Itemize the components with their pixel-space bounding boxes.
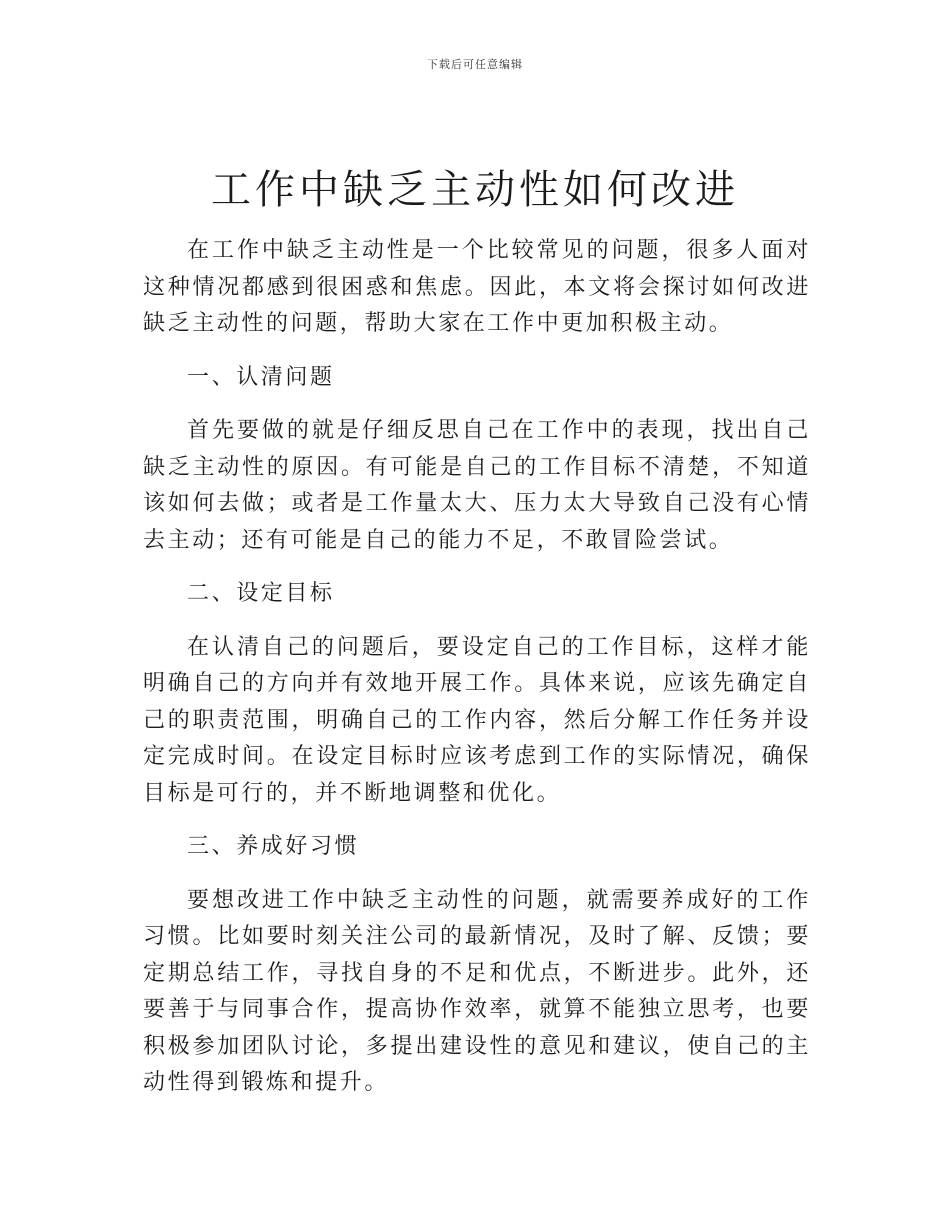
document-title: 工作中缺乏主动性如何改进 xyxy=(211,167,739,213)
section-body-3: 要想改进工作中缺乏主动性的问题，就需要养成好的工作习惯。比如要时刻关注公司的最新情况，及时了解、反馈；要定期总结工作，寻找自身的不足和优点，不断进步。此外，还要善于与同事合作，提高协作效率，就算不能独立思考，也要积极参加团队讨论，多提出建设性的意见和建议，使自己的主动性得到锻炼和提升。 xyxy=(143,887,811,1095)
intro-paragraph: 在工作中缺乏主动性是一个比较常见的问题，很多人面对这种情况都感到很困惑和焦虑。因此，本文将会探讨如何改进缺乏主动性的问题，帮助大家在工作中更加积极主动。 xyxy=(143,238,811,336)
section-heading-2: 二、设定目标 xyxy=(187,581,335,606)
section-body-2: 在认清自己的问题后，要设定自己的工作目标，这样才能明确自己的方向并有效地开展工作。具体来说，应该先确定自己的职责范围，明确自己的工作内容，然后分解工作任务并设定完成时间。在设定目标时应该考虑到工作的实际情况，确保目标是可行的，并不断地调整和优化。 xyxy=(143,634,811,806)
document-body xyxy=(143,233,811,1102)
section-body-1: 首先要做的就是仔细反思自己在工作中的表现，找出自己缺乏主动性的原因。有可能是自己的工作目标不清楚，不知道该如何去做；或者是工作量太大、压力太大导致自己没有心情去主动；还有可能是自己的能力不足，不敢冒险尝试。 xyxy=(143,418,811,553)
section-heading-1: 一、认清问题 xyxy=(187,364,335,390)
header-note: 下载后可任意编辑 xyxy=(427,58,523,71)
section-heading-3: 三、养成好习惯 xyxy=(187,834,360,859)
